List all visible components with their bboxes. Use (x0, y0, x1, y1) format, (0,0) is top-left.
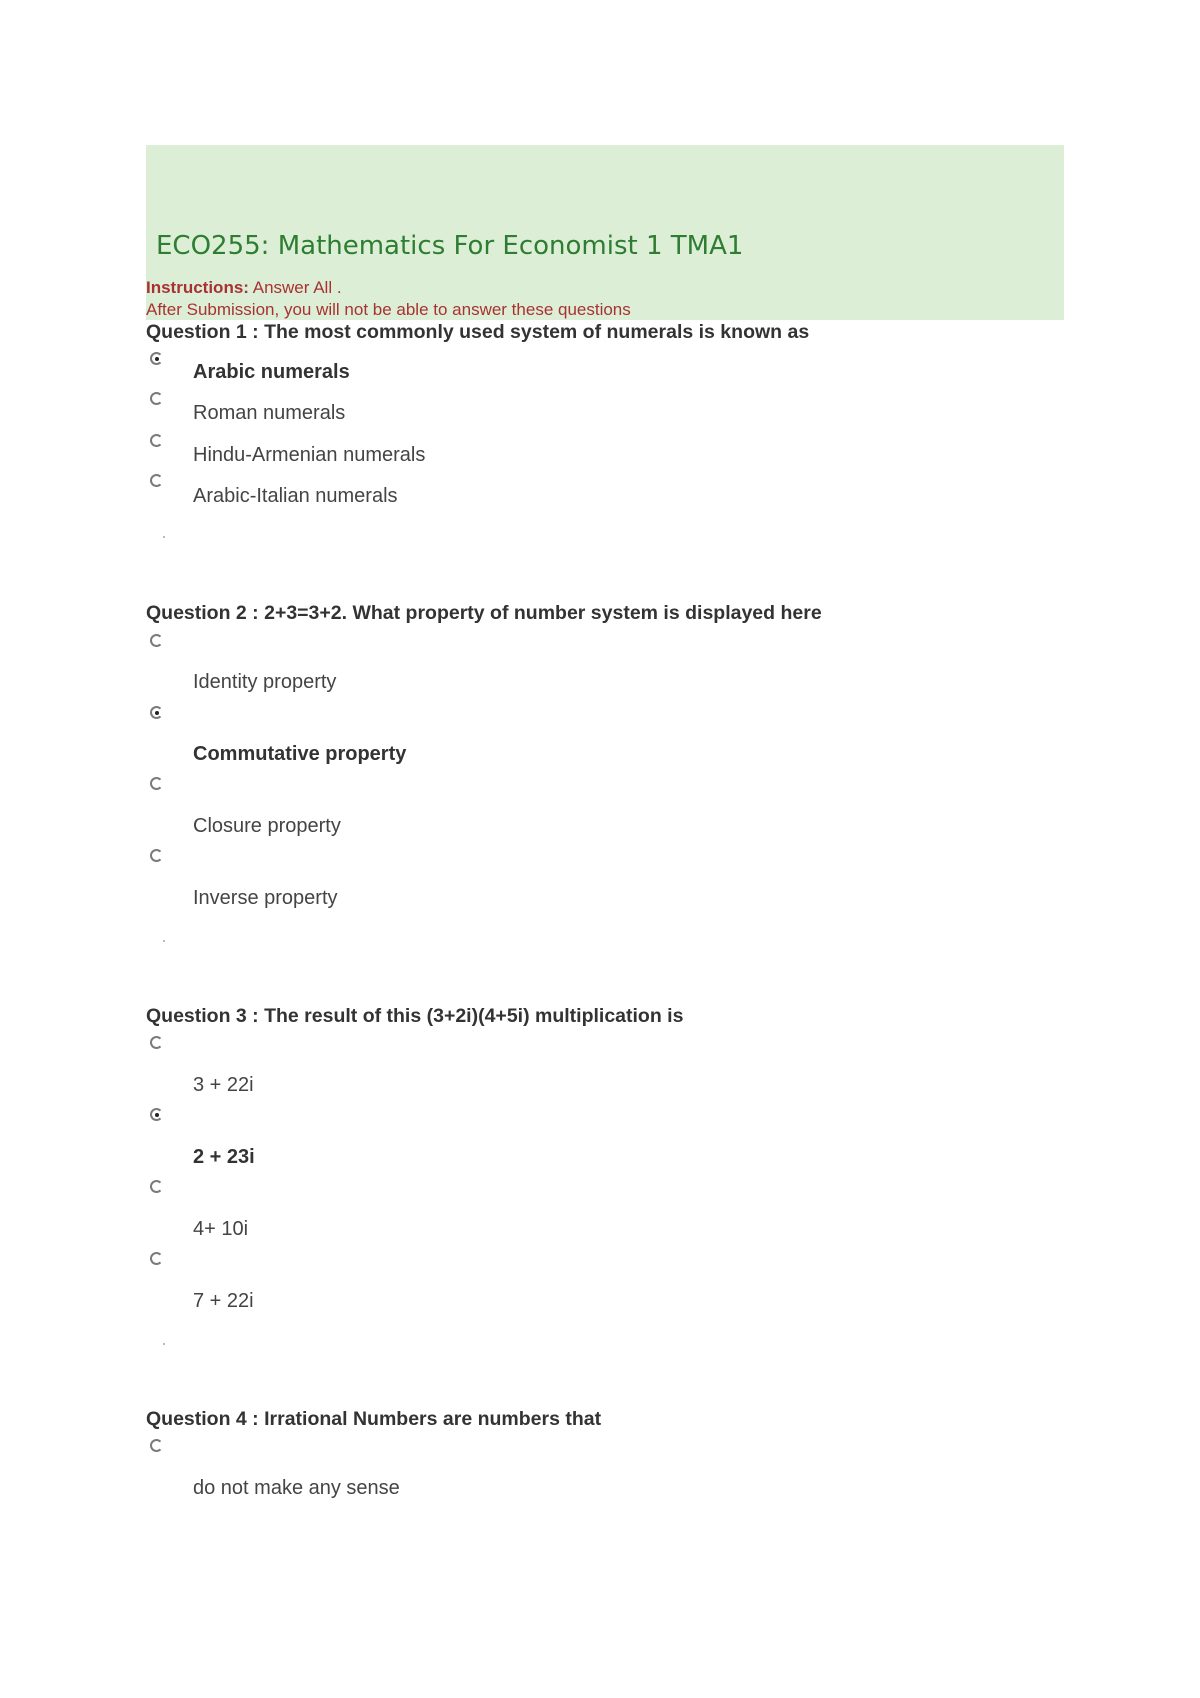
option-label-q2-opt3[interactable]: Closure property (193, 815, 341, 837)
separator-dot (163, 940, 165, 942)
radio-q3-opt3[interactable] (150, 1180, 163, 1193)
separator-dot (163, 536, 165, 538)
radio-q3-opt2[interactable] (150, 1108, 163, 1121)
question-text-1: Question 1 : The most commonly used system of numerals is known as (146, 321, 810, 343)
option-label-q1-opt2[interactable]: Roman numerals (193, 402, 346, 424)
radio-q3-opt4[interactable] (150, 1252, 163, 1265)
option-label-q3-opt1[interactable]: 3 + 22i (193, 1074, 254, 1096)
page-title: ECO255: Mathematics For Economist 1 TMA1 (156, 231, 744, 261)
option-label-q2-opt1[interactable]: Identity property (193, 671, 337, 693)
radio-q1-opt3[interactable] (150, 434, 163, 447)
option-label-q3-opt4[interactable]: 7 + 22i (193, 1290, 254, 1312)
radio-q1-opt4[interactable] (150, 474, 163, 487)
question-text-3: Question 3 : The result of this (3+2i)(4+5i) multiplication is (146, 1005, 684, 1027)
radio-q1-opt2[interactable] (150, 392, 163, 405)
instructions-text: Answer All . (248, 278, 342, 297)
radio-q2-opt1[interactable] (150, 634, 163, 647)
option-label-q2-opt4[interactable]: Inverse property (193, 887, 338, 909)
option-label-q1-opt3[interactable]: Hindu-Armenian numerals (193, 444, 426, 466)
instructions-label: Instructions: (146, 278, 249, 297)
separator-dot (163, 1343, 165, 1345)
option-label-q3-opt3[interactable]: 4+ 10i (193, 1218, 249, 1240)
instructions (146, 278, 342, 298)
radio-q4-opt1[interactable] (150, 1439, 163, 1452)
radio-q2-opt2[interactable] (150, 706, 163, 719)
option-label-q1-opt1[interactable]: Arabic numerals (193, 361, 350, 383)
option-label-q1-opt4[interactable]: Arabic-Italian numerals (193, 485, 398, 507)
option-label-q4-opt1[interactable]: do not make any sense (193, 1477, 400, 1499)
radio-q3-opt1[interactable] (150, 1036, 163, 1049)
option-label-q3-opt2[interactable]: 2 + 23i (193, 1146, 255, 1168)
question-text-4: Question 4 : Irrational Numbers are numbers that (146, 1408, 602, 1430)
option-label-q2-opt2[interactable]: Commutative property (193, 743, 407, 765)
question-text-2: Question 2 : 2+3=3+2. What property of number system is displayed here (146, 602, 822, 624)
radio-q1-opt1[interactable] (150, 352, 163, 365)
radio-q2-opt4[interactable] (150, 849, 163, 862)
submission-notice: After Submission, you will not be able to answer these questions (146, 300, 631, 319)
radio-q2-opt3[interactable] (150, 777, 163, 790)
